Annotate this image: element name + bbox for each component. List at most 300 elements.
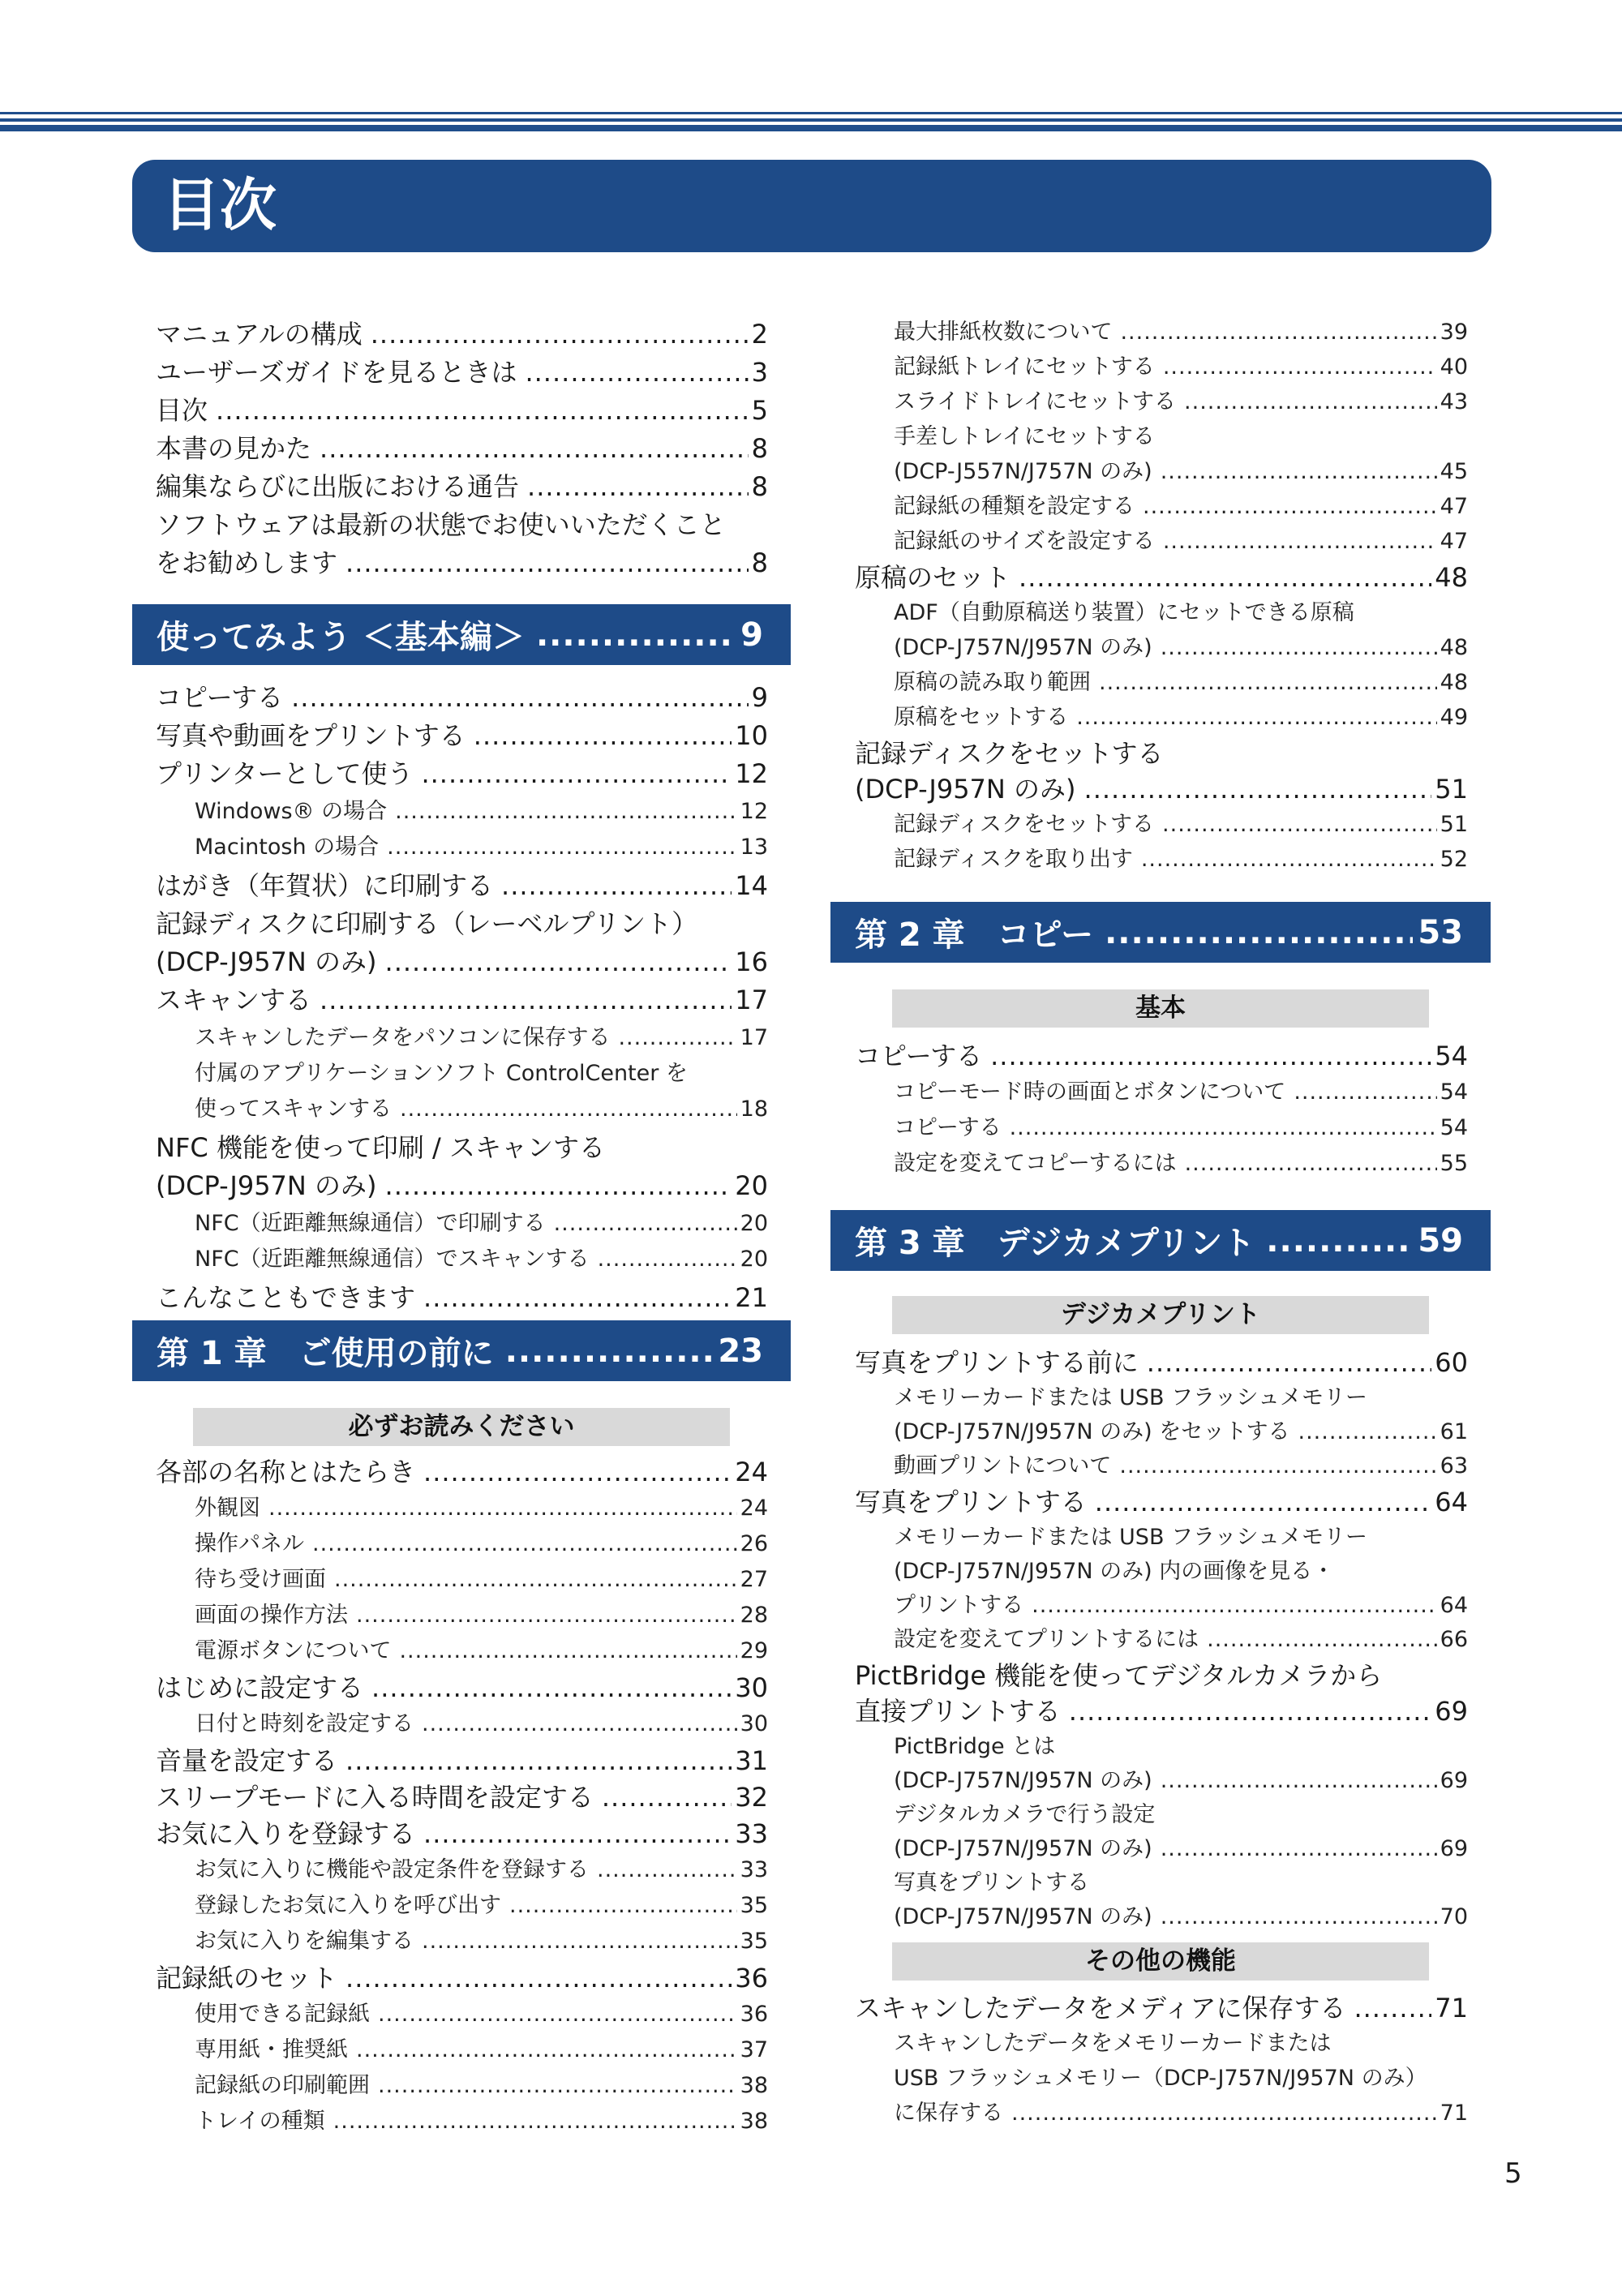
dot-leader [509,1890,737,1922]
toc-entry-page: 8 [751,433,768,464]
toc-entry[interactable] [156,719,768,752]
toc-entry[interactable] [156,394,768,427]
toc-entry-page: 48 [1440,635,1468,660]
toc-entry-page: 13 [740,835,768,860]
toc-entry-title: はがき（年賀状）に印刷する [156,870,494,901]
dot-leader [1162,809,1437,841]
chapter-title: 第 2 章 コピー [855,916,1094,954]
toc-entry-page: 17 [735,985,768,1015]
toc-entry-page: 71 [1440,2101,1468,2126]
dot-leader [345,1962,732,1994]
chapter-banner-basic[interactable] [132,604,791,665]
toc-entry-page: 28 [740,1603,768,1628]
toc-entry-title: 設定を変えてコピーするには [894,1151,1177,1176]
toc-entry-page: 8 [751,471,768,502]
dot-leader [400,1093,737,1126]
dot-leader [474,719,732,752]
toc-entry[interactable] [195,1243,768,1276]
toc-entry[interactable] [156,547,768,579]
toc-entry[interactable] [156,470,768,503]
toc-entry[interactable] [894,1148,1468,1180]
toc-entry-page: 5 [751,395,768,426]
dot-leader [536,616,736,654]
toc-entry-page: 55 [1440,1151,1468,1176]
toc-entry-page: 52 [1440,847,1468,872]
dot-leader [1069,1695,1432,1727]
toc-entry-title: Windows® の場合 [195,799,388,824]
toc-entry[interactable] [894,316,1468,349]
dot-leader [422,1708,737,1740]
toc-entry[interactable] [195,796,768,828]
toc-entry-title: メモリーカードまたは USB フラッシュメモリー [894,1385,1367,1410]
toc-entry-page: 48 [1440,670,1468,695]
toc-entry[interactable] [855,773,1468,805]
dot-leader [1076,702,1436,734]
dot-leader [1161,1901,1437,1933]
dot-leader [421,757,732,790]
toc-entry[interactable] [894,667,1468,699]
toc-entry-title: 登録したお気に入りを呼び出す [195,1893,501,1918]
toc-entry-title: 目次 [156,395,208,426]
toc-entry-title: (DCP-J957N のみ) [855,774,1076,805]
toc-entry-page: 32 [735,1782,768,1813]
toc-entry[interactable] [195,1854,768,1886]
dot-leader [1163,351,1437,384]
toc-entry[interactable] [156,1672,768,1704]
toc-entry-page: 54 [1435,1041,1468,1071]
dot-leader [378,1998,737,2031]
toc-entry[interactable] [894,1450,1468,1483]
toc-entry-page: 69 [1440,1836,1468,1861]
toc-entry[interactable] [894,456,1468,488]
toc-entry-page: 39 [1440,320,1468,345]
dot-leader [1032,1590,1437,1622]
toc-entry-title: 原稿のセット [855,562,1011,593]
dot-leader [597,1854,737,1886]
toc-entry-title: ソフトウェアは最新の状態でお使いいただくこと [156,509,726,540]
toc-entry-title: 直接プリントする [855,1696,1061,1727]
toc-entry-page: 54 [1440,1115,1468,1140]
dot-leader [1354,1992,1431,2024]
toc-entry[interactable] [195,1998,768,2031]
toc-entry-page: 38 [740,2073,768,2098]
toc-entry-title: Macintosh の場合 [195,835,380,860]
dot-leader [345,547,749,579]
toc-entry[interactable] [156,432,768,465]
dot-leader [1011,2097,1437,2130]
dot-leader [1099,667,1437,699]
toc-entry-title: 記録ディスクを取り出す [894,847,1133,872]
dot-leader [1161,1765,1437,1797]
section-header-digicam: デジカメプリント [892,1296,1429,1334]
dot-leader [387,831,736,864]
toc-entry[interactable] [195,1890,768,1922]
toc-entry-page: 69 [1440,1768,1468,1793]
toc-entry[interactable] [156,757,768,790]
toc-entry-page: 10 [735,720,768,751]
toc-entry[interactable] [195,2070,768,2102]
toc-entry-title: デジタルカメラで行う設定 [894,1802,1156,1827]
chapter-banner-1[interactable] [132,1320,791,1381]
toc-entry-page: 27 [740,1567,768,1592]
toc-entry[interactable] [855,737,1163,770]
toc-entry-title: 使ってスキャンする [195,1097,392,1122]
toc-entry[interactable] [195,1564,768,1596]
chapter-title: 第 1 章 ご使用の前に [157,1335,494,1372]
toc-entry-title: 記録ディスクをセットする [894,812,1155,837]
toc-entry[interactable] [195,2034,768,2066]
toc-entry-title: 記録紙のサイズを設定する [894,529,1155,554]
dot-leader [1294,1076,1436,1109]
toc-entry[interactable] [855,1486,1468,1518]
toc-entry-page: 48 [1435,562,1468,593]
toc-entry[interactable] [894,1901,1468,1933]
toc-entry[interactable] [156,946,768,978]
toc-entry[interactable] [894,351,1468,384]
toc-entry[interactable] [894,2097,1468,2130]
toc-entry[interactable] [894,1799,1155,1831]
toc-entry-page: 26 [740,1531,768,1556]
toc-entry-page: 69 [1435,1696,1468,1727]
dot-leader [422,1925,737,1958]
toc-entry-page: 60 [1435,1347,1468,1378]
toc-entry-title: 原稿の読み取り範囲 [894,670,1091,695]
dot-leader [423,1456,732,1488]
toc-entry-page: 61 [1440,1419,1468,1444]
toc-entry[interactable] [894,1076,1468,1109]
toc-entry[interactable] [894,597,1354,629]
toc-entry[interactable] [894,1416,1468,1448]
toc-entry[interactable] [894,1521,1367,1554]
toc-entry[interactable] [855,1695,1468,1727]
section-header-must-read: 必ずお読みください [193,1408,730,1446]
toc-entry-page: 35 [740,1893,768,1918]
chapter-page: 59 [1418,1221,1463,1260]
toc-entry-page: 16 [735,946,768,977]
toc-entry-title: ADF（自動原稿送り装置）にセットできる原稿 [894,600,1354,625]
dot-leader [1266,1222,1413,1260]
toc-entry[interactable] [894,421,1155,453]
toc-entry[interactable] [156,1781,768,1813]
toc-entry[interactable] [156,681,768,714]
toc-entry[interactable] [894,526,1468,558]
toc-entry-page: 54 [1440,1079,1468,1105]
toc-entry[interactable] [156,356,768,388]
toc-entry[interactable] [195,1708,768,1740]
toc-entry[interactable] [156,1745,768,1777]
toc-entry-title: プリントする [894,1593,1024,1618]
toc-entry-title: スキャンしたデータをパソコンに保存する [195,1025,611,1050]
toc-entry[interactable] [156,318,768,350]
toc-entry-title: コピーする [855,1041,983,1071]
dot-leader [385,1169,732,1202]
dot-leader [216,394,749,427]
toc-entry-page: 2 [751,319,768,350]
toc-entry[interactable] [894,2062,1427,2095]
toc-entry-page: 64 [1440,1593,1468,1618]
toc-entry-title: 写真をプリントする [894,1870,1090,1895]
dot-leader [333,2105,737,2138]
dot-leader [395,796,737,828]
toc-entry[interactable] [855,1346,1468,1379]
toc-entry-page: 64 [1435,1487,1468,1517]
toc-entry-page: 9 [751,682,768,713]
toc-entry-page: 24 [740,1496,768,1521]
toc-entry-page: 66 [1440,1627,1468,1652]
toc-entry[interactable] [195,1093,768,1126]
toc-entry-title: 設定を変えてプリントするには [894,1627,1199,1652]
page-title: 目次 [163,172,277,238]
toc-entry-page: 30 [740,1711,768,1736]
toc-entry-page: 8 [751,547,768,578]
dot-leader [505,1333,714,1370]
toc-entry[interactable] [156,1281,768,1314]
toc-entry-page: 12 [735,758,768,789]
toc-entry[interactable] [156,1131,605,1164]
section-header-other: その他の機能 [892,1942,1429,1981]
dot-leader [527,470,749,503]
dot-leader [1010,1112,1437,1144]
dot-leader [618,1022,736,1054]
dot-leader [598,1243,737,1276]
toc-entry[interactable] [195,1599,768,1632]
toc-entry[interactable] [894,843,1468,876]
toc-entry[interactable] [156,1456,768,1488]
dot-leader [1120,316,1436,349]
dot-leader [501,869,732,902]
toc-entry-title: スライドトレイにセットする [894,389,1177,414]
dot-leader [291,681,749,714]
toc-entry-page: 38 [740,2109,768,2134]
toc-entry-title: 操作パネル [195,1531,304,1556]
toc-entry-title: 記録ディスクをセットする [855,738,1164,769]
dot-leader [990,1040,1431,1072]
toc-entry[interactable] [894,491,1468,523]
toc-entry-page: 33 [740,1857,768,1882]
toc-entry-title: コピーモード時の画面とボタンについて [894,1079,1286,1105]
toc-entry-page: 71 [1435,1993,1468,2023]
toc-entry[interactable] [156,1169,768,1202]
toc-entry-title: 写真をプリントする前に [855,1347,1139,1378]
dot-leader [378,2070,737,2102]
dot-leader [1084,773,1432,805]
toc-entry[interactable] [195,1058,688,1090]
dot-leader [1298,1416,1437,1448]
dot-leader [356,1599,737,1632]
toc-entry-page: 36 [735,1963,768,1993]
toc-entry[interactable] [894,1382,1367,1414]
toc-entry[interactable] [195,1492,768,1525]
toc-entry-page: 21 [735,1282,768,1313]
dot-leader [554,1208,737,1240]
toc-entry-page: 47 [1440,494,1468,519]
toc-entry-title: 写真や動画をプリントする [156,720,466,751]
toc-entry-title: スキャンしたデータをメディアに保存する [855,1993,1346,2023]
toc-entry[interactable] [894,1556,1334,1588]
dot-leader [1105,914,1413,951]
toc-entry-title: 本書の見かた [156,433,312,464]
toc-entry[interactable] [894,1867,1089,1899]
dot-leader [525,356,748,388]
toc-entry-title: 写真をプリントする [855,1487,1087,1517]
toc-entry[interactable] [894,386,1468,418]
toc-entry[interactable] [855,1659,1382,1692]
dot-leader [1119,1450,1436,1483]
toc-entry-page: 33 [735,1818,768,1849]
dot-leader [345,1745,732,1777]
toc-entry-page: 47 [1440,529,1468,554]
chapter-banner-2[interactable] [830,902,1491,963]
toc-entry-title: (DCP-J757N/J957N のみ) [894,1836,1152,1861]
toc-entry-title: USB フラッシュメモリー（DCP-J757N/J957N のみ） [894,2066,1427,2091]
toc-entry[interactable] [195,1208,768,1240]
toc-entry-title: お気に入りを登録する [156,1818,416,1849]
toc-entry[interactable] [894,1765,1468,1797]
toc-entry-title: 手差しトレイにセットする [894,424,1155,449]
toc-entry[interactable] [855,1992,1468,2024]
toc-entry-page: 49 [1440,705,1468,730]
toc-entry-title: 記録紙の種類を設定する [894,494,1135,519]
toc-entry[interactable] [855,561,1468,594]
toc-entry-title: PictBridge とは [894,1734,1056,1759]
toc-entry-title: 記録紙トレイにセットする [894,354,1155,380]
toc-entry-title: 記録ディスクに印刷する（レーベルプリント） [156,908,698,939]
toc-entry-title: スキャンする [156,985,312,1015]
toc-entry[interactable] [894,1112,1468,1144]
toc-entry-title: に保存する [894,2101,1003,2126]
toc-entry-title: コピーする [156,682,284,713]
toc-entry-title: スリープモードに入る時間を設定する [156,1782,594,1813]
chapter-page: 53 [1418,913,1463,951]
toc-entry[interactable] [894,1590,1468,1622]
toc-entry-title: (DCP-J757N/J957N のみ) [894,635,1152,660]
toc-entry[interactable] [156,869,768,902]
dot-leader [371,318,749,350]
section-header-basic: 基本 [892,989,1429,1028]
toc-entry-page: 31 [735,1745,768,1776]
toc-entry[interactable] [894,1731,1055,1763]
toc-entry[interactable] [894,1833,1468,1865]
toc-entry-page: 20 [740,1211,768,1236]
chapter-page: 23 [718,1332,763,1370]
toc-entry-title: 電源ボタンについて [195,1638,392,1663]
toc-entry-title: こんなこともできます [156,1282,416,1313]
toc-entry-title: 記録紙のセット [156,1963,338,1993]
dot-leader [399,1635,736,1667]
toc-entry-page: 29 [740,1638,768,1663]
toc-entry-title: (DCP-J757N/J957N のみ) 内の画像を見る・ [894,1559,1335,1584]
toc-entry[interactable] [894,702,1468,734]
toc-entry-page: 43 [1440,389,1468,414]
toc-entry-title: PictBridge 機能を使ってデジタルカメラから [855,1660,1383,1691]
toc-entry[interactable] [195,1925,768,1958]
chapter-banner-3[interactable] [830,1210,1491,1271]
toc-entry-title: 付属のアプリケーションソフト ControlCenter を [195,1061,688,1086]
toc-entry-title: NFC（近距離無線通信）でスキャンする [195,1247,590,1272]
toc-entry[interactable] [156,1962,768,1994]
toc-entry-title: トレイの種類 [195,2109,325,2134]
toc-entry-title: 待ち受け画面 [195,1567,326,1592]
toc-entry-page: 24 [735,1457,768,1487]
toc-entry-page: 63 [1440,1453,1468,1478]
toc-entry[interactable] [894,1624,1468,1656]
dot-leader [312,1528,737,1560]
toc-entry-page: 14 [735,870,768,901]
dot-leader [1163,526,1437,558]
toc-entry-page: 45 [1440,459,1468,484]
toc-entry[interactable] [156,984,768,1016]
toc-entry-title: ユーザーズガイドを見るときは [156,357,517,388]
toc-entry-page: 70 [1440,1904,1468,1929]
toc-entry[interactable] [195,2105,768,2138]
toc-entry-title: 原稿をセットする [894,705,1069,730]
dot-leader [371,1672,732,1704]
dot-leader [1161,632,1437,664]
toc-entry[interactable] [195,1528,768,1560]
dot-leader [602,1781,732,1813]
toc-entry-page: 20 [735,1170,768,1201]
dot-leader [356,2034,737,2066]
toc-entry-page: 40 [1440,354,1468,380]
toc-entry[interactable] [855,1040,1468,1072]
toc-entry[interactable] [156,509,726,541]
toc-entry-title: 各部の名称とはたらき [156,1457,416,1487]
toc-entry-title: 使用できる記録紙 [195,2002,370,2027]
toc-entry-title: 記録紙の印刷範囲 [195,2073,370,2098]
toc-entry-title: (DCP-J757N/J957N のみ) [894,1904,1152,1929]
toc-entry-title: NFC（近距離無線通信）で印刷する [195,1211,546,1236]
toc-entry-page: 51 [1440,812,1468,837]
dot-leader [1141,843,1437,876]
toc-entry-title: 外観図 [195,1496,260,1521]
toc-entry-page: 35 [740,1929,768,1954]
page-number: 5 [1504,2157,1522,2190]
toc-entry-title: 音量を設定する [156,1745,338,1776]
toc-entry-title: 専用紙・推奨紙 [195,2037,348,2062]
toc-entry[interactable] [195,1022,768,1054]
toc-entry[interactable] [156,1817,768,1850]
toc-entry[interactable] [156,908,697,940]
toc-entry-title: スキャンしたデータをメモリーカードまたは [894,2031,1332,2056]
toc-entry[interactable] [894,2028,1331,2060]
page-title-bar [132,160,1491,252]
toc-entry-title: お気に入りに機能や設定条件を登録する [195,1857,589,1882]
toc-entry-page: 3 [751,357,768,388]
toc-entry-page: 20 [740,1247,768,1272]
toc-entry-title: (DCP-J957N のみ) [156,1170,377,1201]
toc-entry-title: お気に入りを編集する [195,1929,414,1954]
toc-entry-title: (DCP-J557N/J757N のみ) [894,459,1152,484]
toc-entry-page: 51 [1435,774,1468,805]
dot-leader [1019,561,1431,594]
toc-entry[interactable] [195,1635,768,1667]
dot-leader [1095,1486,1432,1518]
dot-leader [423,1281,732,1314]
dot-leader [423,1817,732,1850]
header-rule-thin-1 [0,112,1622,114]
toc-entry-page: 17 [740,1025,768,1050]
toc-entry-title: (DCP-J757N/J957N のみ) [894,1768,1152,1793]
dot-leader [320,432,749,465]
toc-entry[interactable] [195,831,768,864]
toc-entry[interactable] [894,809,1468,841]
toc-entry-page: 36 [740,2002,768,2027]
chapter-page: 9 [740,616,763,654]
toc-entry[interactable] [894,632,1468,664]
toc-entry-page: 18 [740,1097,768,1122]
toc-entry-page: 30 [735,1672,768,1703]
toc-entry-title: 日付と時刻を設定する [195,1711,414,1736]
